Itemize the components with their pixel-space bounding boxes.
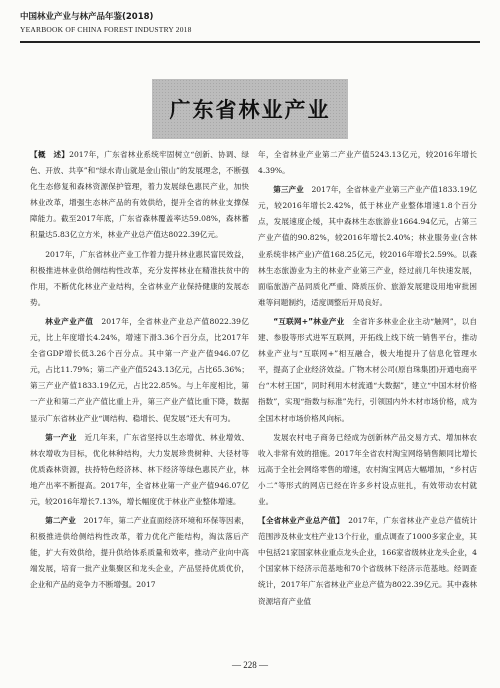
paragraph xyxy=(30,247,249,311)
section-heading: 【全省林业产业总产值】 xyxy=(258,516,341,526)
paragraph xyxy=(258,430,477,510)
section-heading: “互联网+”林业产业 xyxy=(273,316,345,326)
paragraph-text: 2017年，广东省林业产业工作着力提升林业惠民富民效益，积极推进林业供给侧结构性改革，充分发挥林业在精准扶贫中的作用，不断优化林业产业结构，全省林业产业保持健康的发展态势。 xyxy=(30,249,249,307)
paragraph-text: 2017年，全省林业产业第三产业产值1833.19亿元，较2016年增长2.42%，低于林业产业整体增速1.8个百分点，发展速度企缓，其中森林生态旅游业1664.94亿元，占第三产业产值的90.82%，较2016年增长2.40%；林业服务业(含林业系统非林产业)产值168.25亿元，较2016年增长2.59%。以森林生态旅游业为主的林业产业第三产业，经过前几年快速发展，面临旅游产品同质化严重、降质压价、旅游发展建设用地审批困难等问题制约，适度调整后开局良好。 xyxy=(258,185,477,307)
paragraph xyxy=(30,314,249,427)
paragraph xyxy=(30,147,249,244)
paragraph-text: 2017年，第二产业直面经济环境和环保等因素，积极推进供给侧结构性改革，着力优化产能结构，淘汰落后产能，扩大有效供给，提升供给体系质量和效率，推动产业向中高端发展，培育一批产业集聚区和龙头企业，产品竖持优质优价，企业和产品的竞争力不断增强。2017 xyxy=(30,516,249,590)
paragraph-text: 2017年，全省林业产业总产值8022.39亿元，比上年度增长4.24%，增速下滑3.36个百分点，比2017年全省GDP增长低3.26个百分点。其中第一产业产值946.07亿元，占比11.79%；第二产业产值5243.13亿元，占比65.36%；第三产业产值1833.19亿元，占比22.85%。与上年度相比，第一产业和第二产业产值比重上升，第三产业产值比重下降，数据显示广东省林业产业“调结构、稳增长、促发展”还大有可为。 xyxy=(30,316,249,423)
paragraph xyxy=(258,147,477,179)
section-heading: 第三产业 xyxy=(273,185,304,195)
title-banner xyxy=(152,79,348,139)
section-heading: 第一产业 xyxy=(45,432,77,442)
paragraph-text: 年，全省林业产业第二产业产值5243.13亿元，较2016年增长4.39%。 xyxy=(258,150,477,176)
paragraph-text: 2017年，广东省林业系统牢固树立“创新、协调、绿色、开放、共享”和“绿水青山就是金山银山”的发展理念，不断强化生态修复和森林资源保护管理，着力发展绿色惠民产业，加快林业改革，增强生态林产品的有效供给，提升全省的林业支撑保障能力。截至2017年底，广东省森林覆盖率达59.08%，森林蓄积量达5.83亿立方米，林业产业总产值达8022.39亿元。 xyxy=(30,150,250,240)
running-header xyxy=(20,10,480,34)
page-title: 广东省林业产业 xyxy=(169,98,331,122)
right-column xyxy=(258,147,477,613)
paragraph-text: 近几年来，广东省坚持以生态增优、林业增效、林农增收为目标，优化林种结构，大力发展珍贵树种、大径材等优质森林资源，扶持特色经济林、林下经济等绿色惠民产业，林地产出率不断提高。2017年，全省林业第一产业产值946.07亿元，较2016年增长7.13%，增长幅度优于林业产业整体增速。 xyxy=(30,432,250,506)
section-heading: 第二产业 xyxy=(45,516,76,526)
page-number: — 228 — xyxy=(232,660,268,670)
section-heading: 林业产业产值 xyxy=(45,316,94,326)
paragraph-text: 2017年，广东省林业产业总产值统计范围涉及林业支柱产业13个行业，重点调查了1000多家企业，其中包括21家国家林业重点龙头企业，166家省级林业龙头企业，4个国家林下经济示范基地和70个省级林下经济示范基地。经调查统计，2017年广东省林业产业总产值为8022.39亿元。其中森林资源培育产业值 xyxy=(258,516,478,606)
paragraph-text: 全省许多林业企业主动“触网”，以自建、参股等形式进军互联网，开拓线上线下统一销售平台，推动林业产业与“互联网+”相互融合，极大地提升了信息化管理水平，提高了企业经济效益。广物木材公司(原自珠集团)开通电商平台“木材王国”，同时利用木材流通“大数据”，建立“中国木材价格指数”，实现“指数与标准”先行，引领国内外木材市场价格，成为全国木材市场价格风向标。 xyxy=(258,316,477,423)
paragraph xyxy=(30,513,249,593)
paragraph xyxy=(30,430,249,510)
section-heading: 【概 述】 xyxy=(30,150,70,159)
header-chinese: 中国林业产业与林产品年鉴(2018) xyxy=(20,12,154,22)
header-english: YEARBOOK OF CHINA FOREST INDUSTRY 2018 xyxy=(20,25,192,34)
paragraph xyxy=(258,182,477,311)
left-column xyxy=(30,147,249,597)
header-divider xyxy=(20,41,480,43)
paragraph-text: 发展农村电子商务已经成为创新林产品交易方式、增加林农收入非常有效的措施。2017年全省农村淘宝网络销售额同比增长远高于全社会网络零售的增速，农村淘宝网店大幅增加，“乡村店小二”等形式的网店已经在许多乡村设点驻扎，有效带动农村就业。 xyxy=(258,432,477,506)
paragraph xyxy=(258,513,477,610)
paragraph xyxy=(258,314,477,427)
